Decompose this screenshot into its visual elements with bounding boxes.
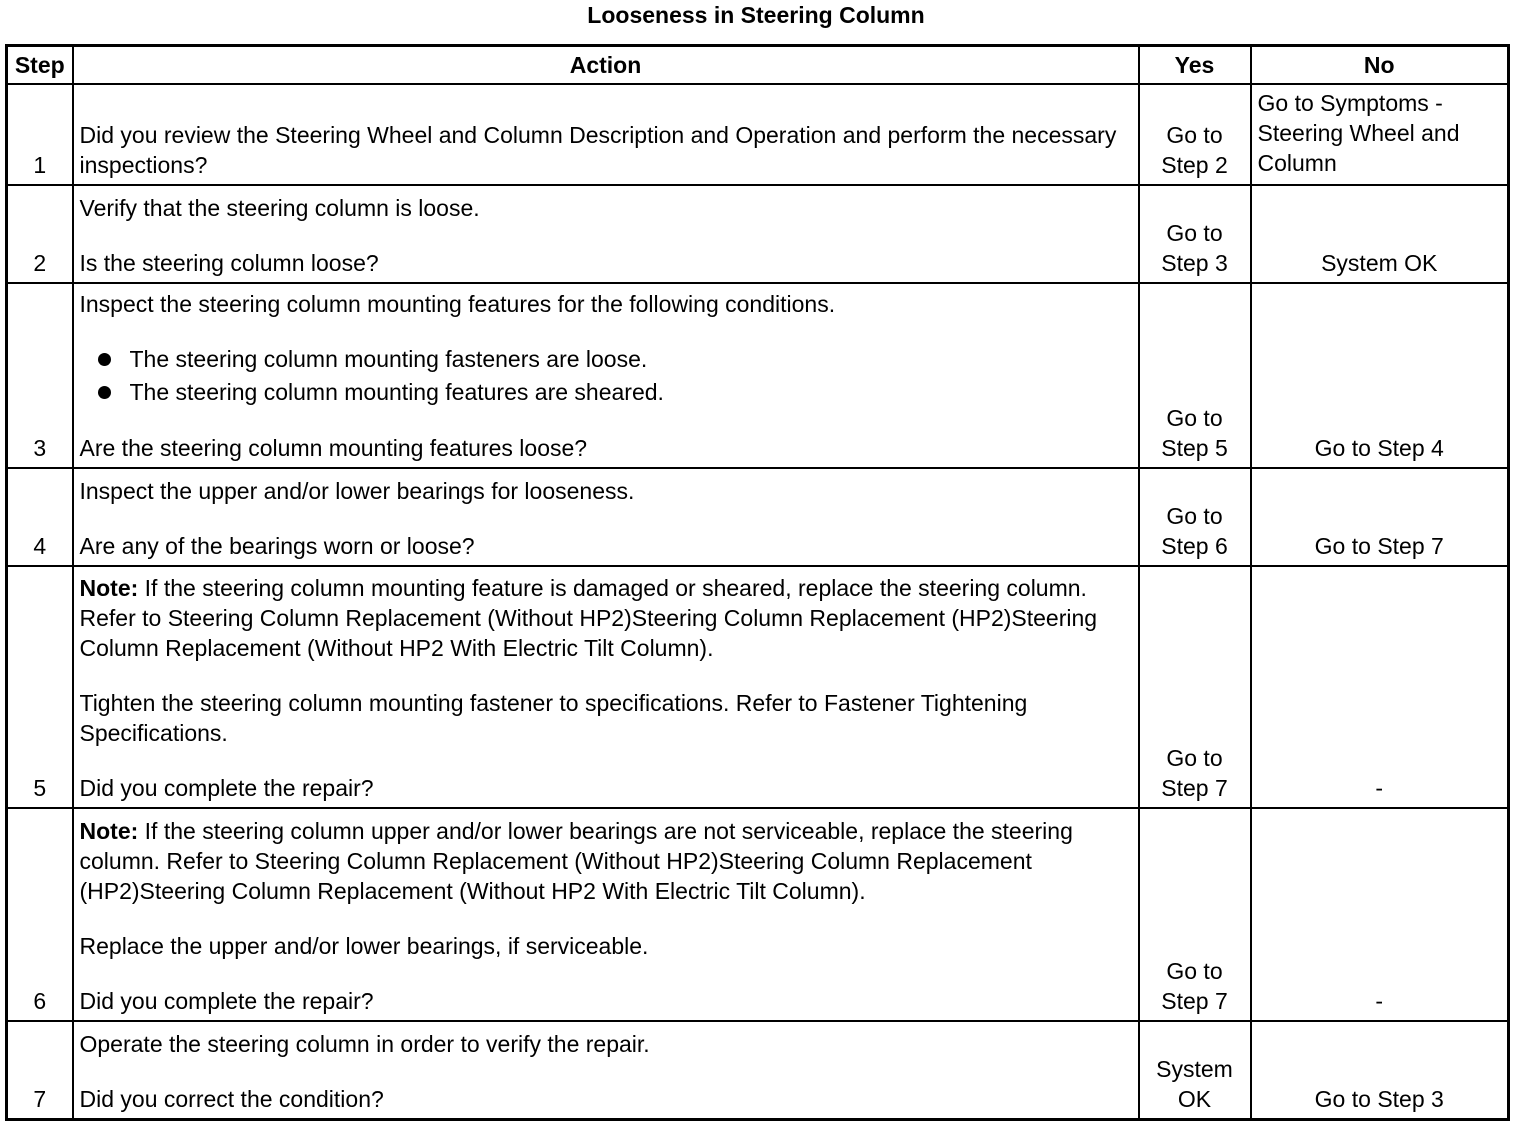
step-number: 6 xyxy=(7,808,73,1021)
diagnostic-table xyxy=(5,44,1510,1121)
note-label: Note: xyxy=(79,818,139,844)
step-number: 1 xyxy=(7,84,73,185)
no-result: - xyxy=(1251,566,1509,808)
table-row xyxy=(7,808,1509,1021)
action-question: Are the steering column mounting features loose? xyxy=(79,435,588,461)
note-text: If the steering column upper and/or lower bearings are not serviceable, replace the steering column. Refer to Steering Column Replacement (Without HP2)Steering Column Replacement (HP2)Steering Column Replacement (Without HP2 With Electric Tilt Column). xyxy=(79,818,1073,904)
step-action xyxy=(73,808,1139,1021)
step-number: 2 xyxy=(7,185,73,283)
yes-result: Go to Step 2 xyxy=(1139,84,1251,185)
step-action xyxy=(73,283,1139,468)
no-result: Go to Step 4 xyxy=(1251,283,1509,468)
document-title: Looseness in Steering Column xyxy=(587,2,925,28)
action-text: Replace the upper and/or lower bearings, if serviceable. xyxy=(79,933,649,959)
step-number: 4 xyxy=(7,468,73,566)
table-header-row xyxy=(7,46,1509,85)
note-text: If the steering column mounting feature is damaged or sheared, replace the steering column. Refer to Steering Column Replacement (Without HP2)Steering Column Replacement (HP2)Steering Column Replacement (Without HP2 With Electric Tilt Column). xyxy=(79,575,1098,661)
yes-result: System OK xyxy=(1139,1021,1251,1119)
step-action xyxy=(73,1021,1139,1119)
action-question: Are any of the bearings worn or loose? xyxy=(79,533,475,559)
no-result: Go to Symptoms - Steering Wheel and Column xyxy=(1251,84,1509,185)
no-result: System OK xyxy=(1251,185,1509,283)
yes-result: Go to Step 3 xyxy=(1139,185,1251,283)
action-question: Is the steering column loose? xyxy=(79,250,379,276)
no-result: Go to Step 7 xyxy=(1251,468,1509,566)
action-text: Verify that the steering column is loose. xyxy=(79,195,480,221)
step-number: 5 xyxy=(7,566,73,808)
action-text: Inspect the upper and/or lower bearings for looseness. xyxy=(79,478,635,504)
table-row xyxy=(7,566,1509,808)
action-question: Did you correct the condition? xyxy=(79,1085,384,1112)
condition-list xyxy=(80,343,1132,409)
header-step: Step xyxy=(7,46,73,85)
step-action xyxy=(73,468,1139,566)
list-item: The steering column mounting fasteners are loose. xyxy=(80,343,1132,376)
table-row xyxy=(7,1021,1509,1119)
table-row xyxy=(7,468,1509,566)
step-action xyxy=(73,185,1139,283)
action-text: Did you review the Steering Wheel and Column Description and Operation and perform the necessary inspections? xyxy=(79,122,1117,178)
header-action: Action xyxy=(73,46,1139,85)
header-no: No xyxy=(1251,46,1509,85)
header-yes: Yes xyxy=(1139,46,1251,85)
note-paragraph xyxy=(80,573,1132,663)
note-label: Note: xyxy=(79,575,139,601)
table-row xyxy=(7,283,1509,468)
table-row xyxy=(7,185,1509,283)
yes-result: Go to Step 7 xyxy=(1139,566,1251,808)
yes-result: Go to Step 5 xyxy=(1139,283,1251,468)
no-result: Go to Step 3 xyxy=(1251,1021,1509,1119)
note-paragraph xyxy=(80,816,1132,906)
step-number: 3 xyxy=(7,283,73,468)
step-number: 7 xyxy=(7,1021,73,1119)
action-text: Tighten the steering column mounting fastener to specifications. Refer to Fastener Tightening Specifications. xyxy=(79,690,1028,746)
action-text: Inspect the steering column mounting features for the following conditions. xyxy=(79,291,836,317)
no-result: - xyxy=(1251,808,1509,1021)
yes-result: Go to Step 7 xyxy=(1139,808,1251,1021)
action-question: Did you complete the repair? xyxy=(79,988,374,1014)
step-action xyxy=(73,566,1139,808)
action-question: Did you complete the repair? xyxy=(79,775,374,801)
yes-result: Go to Step 6 xyxy=(1139,468,1251,566)
action-text: Operate the steering column in order to verify the repair. xyxy=(79,1030,650,1057)
step-action xyxy=(73,84,1139,185)
list-item: The steering column mounting features are sheared. xyxy=(80,376,1132,409)
table-row xyxy=(7,84,1509,185)
